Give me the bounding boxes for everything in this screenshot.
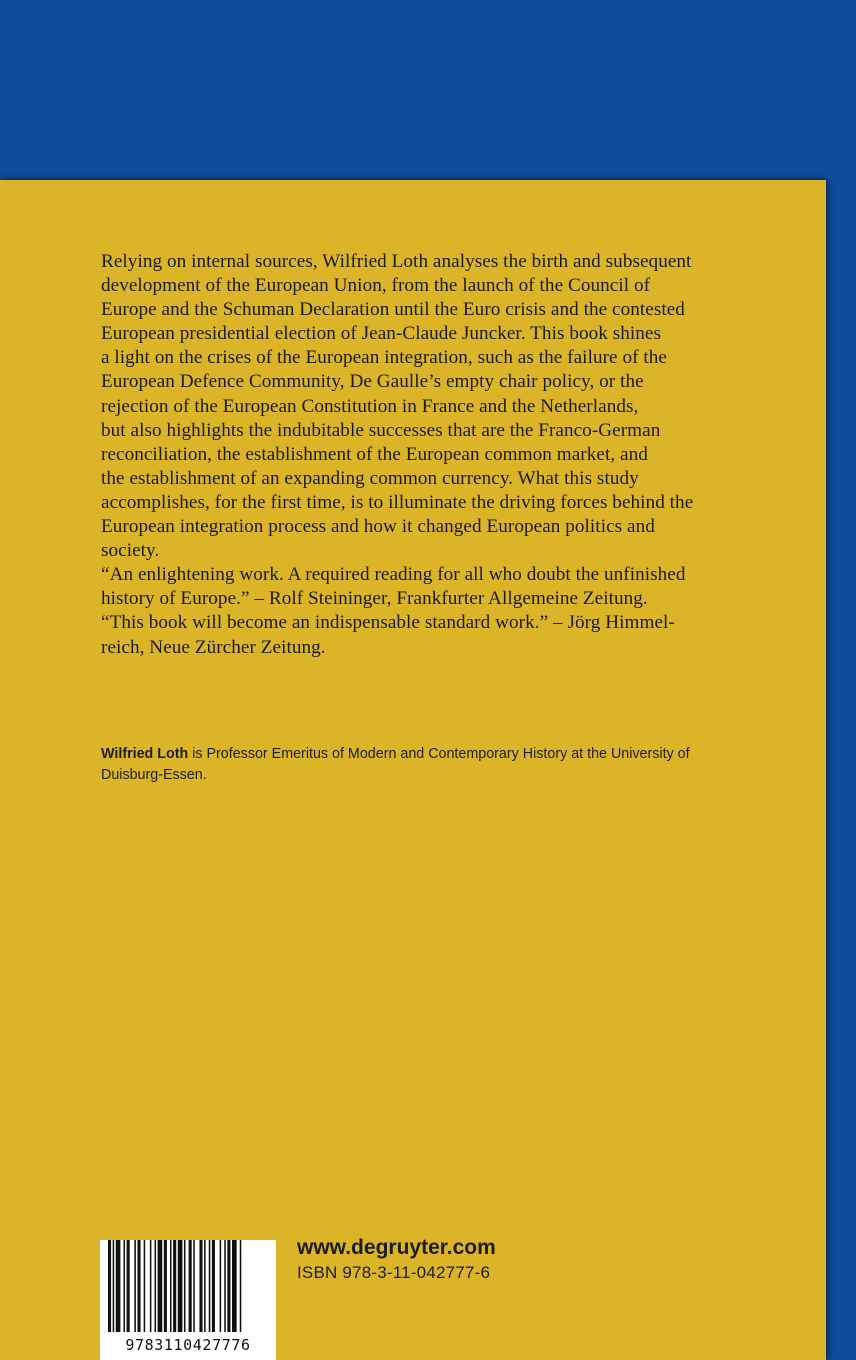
barcode-bar (158, 1240, 163, 1332)
description-line: rejection of the European Constitution in France and the Netherlands, (101, 395, 639, 417)
review-quote-line: “An enlightening work. A required reading for all who doubt the unfinished (101, 564, 686, 586)
description-line: European presidential election of Jean-Claude Juncker. This book shines (101, 323, 662, 345)
description-line: Europe and the Schuman Declaration until the Euro crisis and the contested (101, 299, 685, 321)
book-description (101, 250, 761, 660)
barcode-bar (224, 1240, 226, 1332)
barcode-bar (232, 1240, 237, 1332)
barcode-bar (116, 1240, 121, 1332)
barcode-bar (212, 1240, 215, 1332)
barcode-bar (113, 1240, 115, 1332)
barcode-bar (204, 1240, 206, 1332)
author-name: Wilfried Loth (101, 746, 189, 762)
review-quote-line: reich, Neue Zürcher Zeitung. (101, 636, 326, 658)
description-line: accomplishes, for the first time, is to illuminate the driving forces behind the (101, 491, 694, 513)
barcode-bar (124, 1240, 126, 1332)
barcode-bar (137, 1240, 140, 1332)
barcode-bar (178, 1240, 183, 1332)
review-quote-line: history of Europe.” – Rolf Steininger, Frankfurter Allgemeine Zeitung. (101, 588, 648, 610)
barcode-bar (155, 1240, 157, 1332)
barcode-bar (173, 1240, 176, 1332)
description-line: the establishment of an expanding common currency. What this study (101, 467, 639, 489)
description-line: European integration process and how it changed European politics and (101, 516, 655, 538)
barcode-bar (193, 1240, 195, 1332)
barcode-bar (127, 1240, 130, 1332)
review-quote-line: “This book will become an indispensable standard work.” – Jörg Himmel- (101, 612, 675, 634)
isbn: ISBN 978-3-11-042777-6 (297, 1263, 491, 1282)
barcode-bar (144, 1240, 146, 1332)
barcode-bar (184, 1240, 186, 1332)
barcode-digits: 9783110427776 (125, 1336, 251, 1354)
barcode-bar (134, 1240, 136, 1332)
barcode-bar (108, 1240, 111, 1332)
barcode-bar (220, 1240, 222, 1332)
description-line: but also highlights the indubitable successes that are the Franco-German (101, 419, 661, 441)
author-bio (101, 744, 761, 786)
barcode-bars (108, 1240, 268, 1334)
barcode-bar (150, 1240, 152, 1332)
description-line: a light on the crises of the European integration, such as the failure of the (101, 347, 667, 369)
barcode-bar (227, 1240, 230, 1332)
author-bio-text: Duisburg-Essen. (101, 767, 207, 783)
barcode-bar (170, 1240, 172, 1332)
description-line: reconciliation, the establishment of the European common market, and (101, 443, 648, 465)
barcode-bar (209, 1240, 211, 1332)
author-bio-text: is Professor Emeritus of Modern and Contemporary History at the University of (188, 746, 690, 762)
description-line: Relying on internal sources, Wilfried Loth analyses the birth and subsequent (101, 251, 692, 272)
description-line: European Defence Community, De Gaulle’s empty chair policy, or the (101, 371, 644, 393)
barcode-bar (164, 1240, 167, 1332)
barcode-bar (199, 1240, 202, 1332)
barcode-bar (189, 1240, 192, 1332)
barcode-bar (240, 1240, 242, 1332)
description-line: society. (101, 540, 160, 562)
description-line: development of the European Union, from the launch of the Council of (101, 275, 651, 297)
barcode (100, 1240, 276, 1360)
publisher-website: www.degruyter.com (297, 1236, 496, 1259)
